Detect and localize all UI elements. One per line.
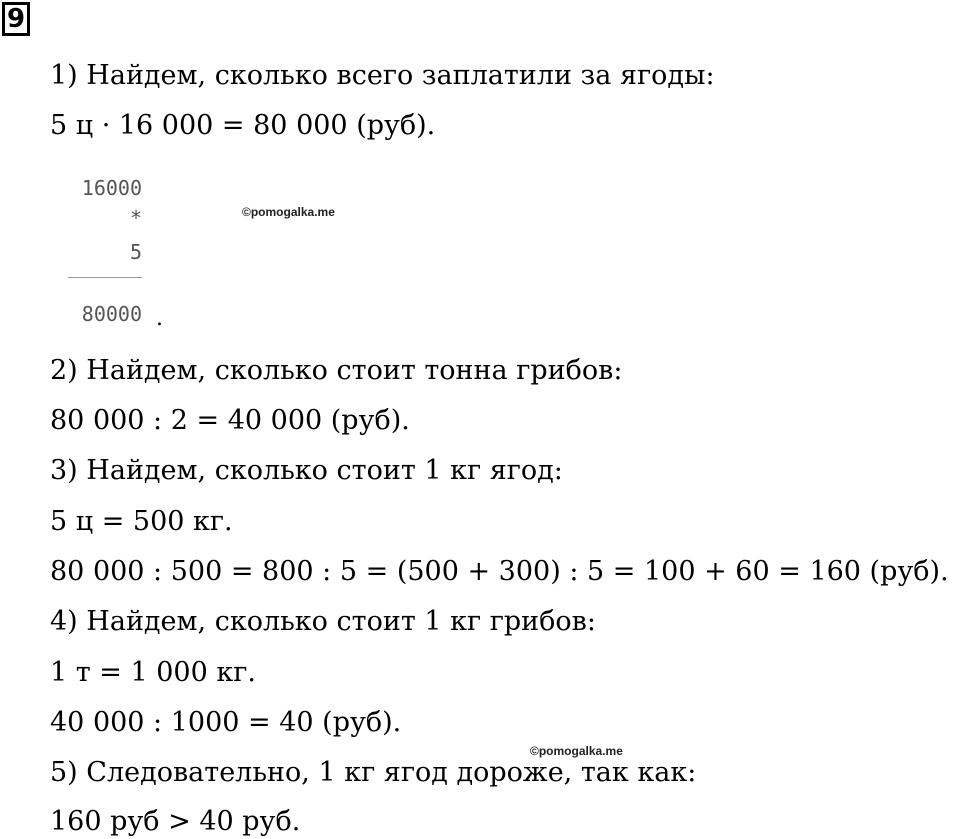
watermark: ©pomogalka.me — [242, 205, 335, 219]
step-2-heading: 2) Найдем, сколько стоит тонна грибов: — [50, 355, 623, 386]
calc-operand-1: 16000 — [81, 176, 142, 200]
step-2-equation: 80 000 : 2 = 40 000 (руб). — [50, 405, 410, 436]
step-4-conversion: 1 т = 1 000 кг. — [50, 657, 256, 688]
calc-result: 80000 — [81, 302, 142, 326]
calc-operand-2: 5 — [129, 240, 142, 264]
step-5-heading: 5) Следовательно, 1 кг ягод дороже, так как: — [50, 757, 697, 788]
step-4-equation: 40 000 : 1000 = 40 (руб). — [50, 707, 402, 738]
step-3-equation: 80 000 : 500 = 800 : 5 = (500 + 300) : 5 = 100 + 60 = 160 (руб). — [50, 556, 949, 587]
calc-period: . — [156, 306, 163, 331]
calc-divider — [68, 277, 142, 278]
step-5-conclusion: 160 руб > 40 руб. — [50, 806, 301, 837]
watermark: ©pomogalka.me — [530, 744, 623, 758]
step-3-heading: 3) Найдем, сколько стоит 1 кг ягод: — [50, 455, 563, 486]
step-1-equation: 5 ц · 16 000 = 80 000 (руб). — [50, 110, 436, 141]
step-3-conversion: 5 ц = 500 кг. — [50, 506, 233, 537]
step-1-heading: 1) Найдем, сколько всего заплатили за ягоды: — [50, 60, 715, 91]
task-number-badge: 9 — [2, 2, 30, 36]
calc-operator: * — [129, 206, 142, 230]
step-4-heading: 4) Найдем, сколько стоит 1 кг грибов: — [50, 606, 596, 637]
